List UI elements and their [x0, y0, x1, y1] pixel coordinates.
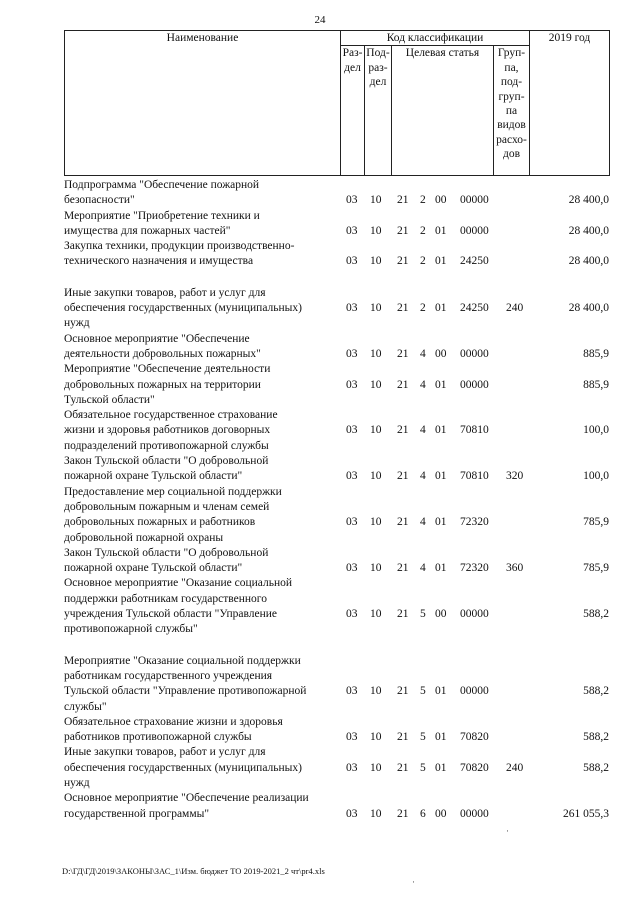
row-name: Подпрограмма "Обеспечение пожарной безопасности" [64, 179, 260, 207]
cell-s4: 72320 [460, 562, 489, 575]
cell-raz: 03 [346, 562, 358, 575]
cell-value: 261 055,3 [563, 807, 609, 820]
cell-raz: 03 [346, 807, 358, 820]
cell-pod: 10 [370, 807, 382, 820]
cell-s2: 4 [420, 516, 426, 529]
cell-raz: 03 [346, 516, 358, 529]
cell-pod: 10 [370, 761, 382, 774]
row-name: Предоставление мер социальной поддержки добровольным пожарным и членам семей добровольных пожарных и работников добровольной пожарной охраны [64, 485, 282, 544]
cell-s2: 2 [420, 302, 426, 315]
cell-s1: 21 [397, 378, 409, 391]
cell-s3: 01 [435, 255, 447, 268]
header-year: 2019 год [530, 31, 610, 176]
row-name: Иные закупки товаров, работ и услуг для обеспечения государственных (муниципальных) нужд [64, 746, 302, 789]
row-name: Мероприятие "Обеспечение деятельности добровольных пожарных на территории Тульской области" [64, 363, 271, 406]
cell-s2: 5 [420, 608, 426, 621]
table-row [64, 576, 609, 637]
cell-s3: 01 [435, 378, 447, 391]
table-row [64, 178, 609, 209]
cell-s4: 00000 [460, 807, 489, 820]
table-row [64, 286, 609, 332]
row-name: Закон Тульской области "О добровольной пожарной охране Тульской области" [64, 546, 269, 575]
table-row [64, 715, 609, 746]
cell-raz: 03 [346, 761, 358, 774]
row-name: Закон Тульской области "О добровольной пожарной охране Тульской области" [64, 455, 269, 483]
cell-s1: 21 [397, 224, 409, 237]
cell-value: 885,9 [583, 347, 609, 360]
cell-value: 785,9 [583, 516, 609, 529]
cell-s3: 01 [435, 731, 447, 744]
cell-s3: 00 [435, 608, 447, 621]
cell-raz: 03 [346, 731, 358, 744]
cell-s4: 70810 [460, 424, 489, 437]
header-name: Наименование [65, 31, 341, 176]
table-body [64, 178, 609, 822]
cell-value: 28 400,0 [568, 194, 609, 207]
cell-raz: 03 [346, 685, 358, 698]
cell-value: 100,0 [583, 470, 609, 483]
cell-value: 588,2 [583, 608, 609, 621]
table-header [64, 30, 610, 176]
cell-s1: 21 [397, 255, 409, 268]
cell-pod: 10 [370, 378, 382, 391]
table-row [64, 239, 609, 270]
cell-pod: 10 [370, 424, 382, 437]
scan-dot: · [412, 877, 415, 887]
row-name: Основное мероприятие "Оказание социальной поддержки работникам государственного учреждения Тульской области "Управление противопожарной службы" [64, 577, 293, 636]
cell-raz: 03 [346, 194, 358, 207]
cell-s4: 00000 [460, 685, 489, 698]
cell-value: 28 400,0 [568, 302, 609, 315]
table-row [64, 485, 609, 546]
cell-s1: 21 [397, 685, 409, 698]
cell-s3: 01 [435, 685, 447, 698]
cell-pod: 10 [370, 685, 382, 698]
row-name: Иные закупки товаров, работ и услуг для обеспечения государственных (муниципальных) нужд [64, 286, 302, 330]
header-razdel: Раз- дел [341, 46, 365, 176]
table-row [64, 654, 609, 715]
cell-pod: 10 [370, 562, 382, 575]
table-row [64, 791, 609, 822]
cell-raz: 03 [346, 302, 358, 315]
cell-s4: 24250 [460, 255, 489, 268]
table-row [64, 408, 609, 454]
cell-s1: 21 [397, 807, 409, 820]
table-row [64, 209, 609, 240]
cell-s2: 2 [420, 194, 426, 207]
cell-s2: 2 [420, 224, 426, 237]
cell-grp: 240 [506, 302, 524, 315]
cell-value: 28 400,0 [568, 255, 609, 268]
cell-s1: 21 [397, 470, 409, 483]
header-podrazdel: Под- раз- дел [365, 46, 392, 176]
cell-s4: 00000 [460, 608, 489, 621]
cell-pod: 10 [370, 224, 382, 237]
cell-raz: 03 [346, 224, 358, 237]
page-number: 24 [314, 14, 326, 26]
cell-s2: 5 [420, 685, 426, 698]
footer-file-path: D:\ГД\ГД\2019\ЗАКОНЫ\ЗАС_1\Изм. бюджет ТО 2019-2021_2 чт\pr4.xls [62, 866, 325, 876]
cell-pod: 10 [370, 470, 382, 483]
cell-s2: 2 [420, 255, 426, 268]
cell-s3: 01 [435, 470, 447, 483]
cell-s4: 00000 [460, 194, 489, 207]
cell-s2: 5 [420, 761, 426, 774]
cell-raz: 03 [346, 378, 358, 391]
cell-s1: 21 [397, 608, 409, 621]
cell-raz: 03 [346, 608, 358, 621]
cell-s1: 21 [397, 347, 409, 360]
cell-s3: 01 [435, 761, 447, 774]
cell-pod: 10 [370, 302, 382, 315]
cell-s3: 01 [435, 302, 447, 315]
cell-s2: 4 [420, 424, 426, 437]
cell-s1: 21 [397, 562, 409, 575]
cell-s1: 21 [397, 302, 409, 315]
cell-value: 100,0 [583, 424, 609, 437]
cell-s3: 00 [435, 347, 447, 360]
cell-s4: 00000 [460, 378, 489, 391]
scan-dot: · [506, 826, 509, 836]
cell-value: 785,9 [583, 562, 609, 575]
table-row [64, 745, 609, 791]
cell-s3: 01 [435, 424, 447, 437]
cell-s1: 21 [397, 761, 409, 774]
cell-value: 588,2 [583, 761, 609, 774]
cell-s4: 00000 [460, 224, 489, 237]
cell-s3: 00 [435, 194, 447, 207]
cell-s4: 72320 [460, 516, 489, 529]
cell-s2: 5 [420, 731, 426, 744]
cell-value: 588,2 [583, 731, 609, 744]
cell-s3: 01 [435, 224, 447, 237]
cell-s4: 24250 [460, 302, 489, 315]
table-row [64, 332, 609, 363]
cell-s4: 70820 [460, 761, 489, 774]
header-group: Груп- па, под- груп- па видов расхо- дов [494, 46, 530, 176]
cell-s1: 21 [397, 194, 409, 207]
cell-s3: 00 [435, 807, 447, 820]
cell-s4: 00000 [460, 347, 489, 360]
cell-raz: 03 [346, 470, 358, 483]
row-name: Мероприятие "Оказание социальной поддержки работникам государственного учреждения Тульской области "Управление противопожарной службы" [64, 654, 307, 713]
cell-s2: 4 [420, 378, 426, 391]
table-row [64, 362, 609, 408]
cell-value: 885,9 [583, 378, 609, 391]
table-row [64, 546, 609, 577]
cell-raz: 03 [346, 255, 358, 268]
row-name: Обязательное государственное страхование жизни и здоровья работников договорных подразделений противопожарной службы [64, 409, 278, 452]
row-name: Основное мероприятие "Обеспечение деятельности добровольных пожарных" [64, 332, 261, 360]
cell-raz: 03 [346, 347, 358, 360]
cell-pod: 10 [370, 516, 382, 529]
cell-value: 588,2 [583, 685, 609, 698]
cell-grp: 360 [506, 562, 524, 575]
header-target: Целевая статья [392, 46, 494, 176]
cell-s4: 70820 [460, 731, 489, 744]
cell-value: 28 400,0 [568, 224, 609, 237]
header-classification: Код классификации [341, 31, 530, 46]
cell-s1: 21 [397, 424, 409, 437]
cell-s3: 01 [435, 516, 447, 529]
row-name: Обязательное страхование жизни и здоровья работников противопожарной службы [64, 715, 283, 744]
cell-pod: 10 [370, 608, 382, 621]
cell-pod: 10 [370, 731, 382, 744]
row-name: Мероприятие "Приобретение техники и имущества для пожарных частей" [64, 209, 260, 237]
cell-s3: 01 [435, 562, 447, 575]
table-row [64, 454, 609, 485]
row-name: Основное мероприятие "Обеспечение реализации государственной программы" [64, 792, 309, 820]
cell-s2: 4 [420, 470, 426, 483]
cell-grp: 240 [506, 761, 524, 774]
cell-grp: 320 [506, 470, 524, 483]
cell-s2: 6 [420, 807, 426, 820]
cell-s1: 21 [397, 731, 409, 744]
cell-s2: 4 [420, 347, 426, 360]
cell-s2: 4 [420, 562, 426, 575]
cell-s1: 21 [397, 516, 409, 529]
row-name: Закупка техники, продукции производственно- технического назначения и имущества [64, 240, 295, 268]
cell-s4: 70810 [460, 470, 489, 483]
cell-pod: 10 [370, 255, 382, 268]
cell-pod: 10 [370, 347, 382, 360]
cell-pod: 10 [370, 194, 382, 207]
cell-raz: 03 [346, 424, 358, 437]
